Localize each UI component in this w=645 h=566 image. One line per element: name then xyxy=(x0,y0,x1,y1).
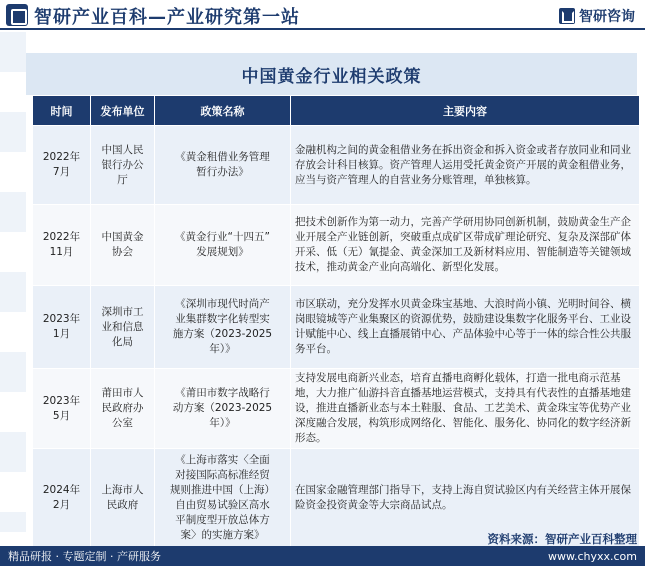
table-row xyxy=(33,286,640,369)
table-title-band xyxy=(26,53,637,95)
cell-content: 支持发展电商新兴业态，培育直播电商孵化载体，打造一批电商示范基地，大力推广仙游抖音直播基地运营模式，支持具有代表性的直播基地建设，推进直播新业态与本土鞋服、食品、工艺美术、黄金珠宝等优势产业深度融合发展，构筑形成网络化、智能化、服务化、协同化的数字经济新形态。 xyxy=(291,369,640,449)
cell-policy: 《莆田市数字战略行 动方案（2023-2025 年）》 xyxy=(155,369,291,449)
cell-content: 在国家金融管理部门指导下，支持上海自贸试验区内有关经营主体开展保险资金投资黄金等大宗商品试点。 xyxy=(291,449,640,548)
column-header-issuer: 发布单位 xyxy=(91,96,155,126)
policy-table xyxy=(32,95,640,548)
cell-content: 金融机构之间的黄金租借业务在拆出资金和拆入资金或者存放同业和同业存放会计科目核算。资产管理人运用受托黄金资产开展的黄金租借业务，应当与资产管理人的自营业务分账管理，单独核算。 xyxy=(291,126,640,205)
cell-time: 2023年 1月 xyxy=(33,286,91,369)
cell-time: 2023年 5月 xyxy=(33,369,91,449)
table-title: 中国黄金行业相关政策 xyxy=(241,66,422,87)
footer-bar xyxy=(0,546,645,566)
decorative-stripe xyxy=(0,32,26,532)
site-header xyxy=(0,0,645,30)
column-header-policy: 政策名称 xyxy=(155,96,291,126)
brand-icon xyxy=(559,8,575,24)
site-title: 智研产业百科—产业研究第一站 xyxy=(34,7,300,28)
cell-policy: 《黄金租借业务管理 暂行办法》 xyxy=(155,126,291,205)
footer-url[interactable]: www.chyxx.com xyxy=(547,549,637,563)
cell-time: 2022年 7月 xyxy=(33,126,91,205)
data-source: 资料来源：智研产业百科整理 xyxy=(487,532,637,546)
table-header-row xyxy=(33,96,640,126)
cell-issuer: 莆田市人 民政府办 公室 xyxy=(91,369,155,449)
column-header-content: 主要内容 xyxy=(291,96,640,126)
site-logo-icon xyxy=(6,4,28,26)
table-row xyxy=(33,205,640,286)
cell-time: 2022年 11月 xyxy=(33,205,91,286)
cell-issuer: 中国人民 银行办公 厅 xyxy=(91,126,155,205)
brand-logo xyxy=(559,6,635,26)
brand-name: 智研咨询 xyxy=(579,9,635,25)
column-header-time: 时间 xyxy=(33,96,91,126)
cell-time: 2024年 2月 xyxy=(33,449,91,548)
cell-issuer: 上海市人 民政府 xyxy=(91,449,155,548)
cell-policy: 《上海市落实〈全面 对接国际高标准经贸 规则推进中国（上海） 自由贸易试验区高水 平制度型开放总体方 案〉的实施方案》 xyxy=(155,449,291,548)
cell-content: 市区联动，充分发挥水贝黄金珠宝基地、大浪时尚小镇、光明时间谷、横岗眼镜城等产业集聚区的资源优势，鼓励建设集数字化服务平台、工业设计赋能中心、线上直播展销中心、产品体验中心等于一体的综合性公共服务平台。 xyxy=(291,286,640,369)
footer-slogan: 精品研报 · 专题定制 · 产研服务 xyxy=(8,550,161,563)
cell-issuer: 深圳市工 业和信息 化局 xyxy=(91,286,155,369)
cell-content: 把技术创新作为第一动力，完善产学研用协同创新机制，鼓励黄金生产企业开展全产业链创新，突破重点成矿区带成矿理论研究、复杂及深部矿体开采、低（无）氰提金、黄金深加工及新材料应用、智能制造等关键领域技术，推动黄金产业向高端化、新型化发展。 xyxy=(291,205,640,286)
cell-issuer: 中国黄金 协会 xyxy=(91,205,155,286)
table-row xyxy=(33,369,640,449)
cell-policy: 《深圳市现代时尚产 业集群数字化转型实 施方案（2023-2025 年）》 xyxy=(155,286,291,369)
cell-policy: 《黄金行业“十四五” 发展规划》 xyxy=(155,205,291,286)
table-row xyxy=(33,126,640,205)
